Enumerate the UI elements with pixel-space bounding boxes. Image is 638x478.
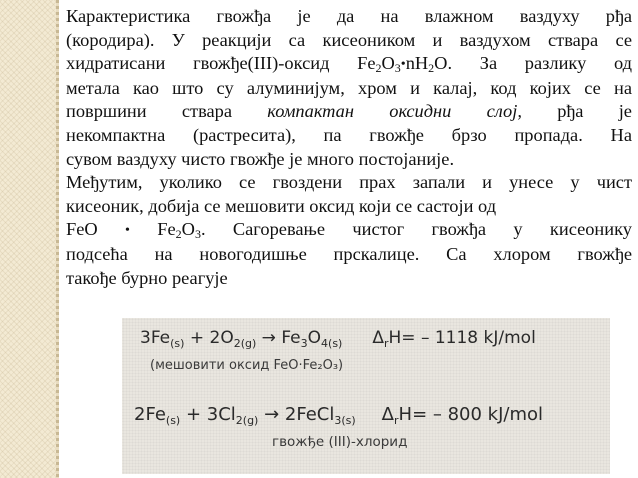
text-line: такође бурно реагује <box>66 267 228 288</box>
body-text <box>66 5 632 290</box>
text-line <box>66 52 632 77</box>
text-line: кисеоник, добија се мешовити оксид који се састоји од <box>66 195 497 216</box>
eq-subscript: r <box>394 414 399 427</box>
eq-arrow: → 2FeCl <box>258 404 335 425</box>
enthalpy-value: H= – 1118 kJ/mol <box>388 328 536 348</box>
eq-fragment: O <box>307 328 322 348</box>
eq-subscript: 2(g) <box>235 414 259 427</box>
equation-note-mixed-oxide: (мешовити оксид FeO·Fe₂O₃) <box>150 358 344 373</box>
text-line: метала као што су алуминијум, хром и калај, код којих се на <box>66 77 632 98</box>
eq-subscript: 3(s) <box>334 414 356 427</box>
eq-fragment: + 3Cl <box>180 404 236 425</box>
subscript: 2 <box>375 61 382 76</box>
subscript: 3 <box>194 227 201 242</box>
eq-fragment: 2Fe <box>134 404 166 425</box>
equation-iron-oxygen <box>140 328 536 348</box>
sidebar-divider <box>56 0 59 478</box>
eq-subscript: r <box>383 337 389 350</box>
decorative-sidebar <box>0 0 56 478</box>
subscript: 2 <box>428 61 435 76</box>
text-line: некомпактна (растресита), па гвожђе брзо пропада. На <box>66 124 632 145</box>
eq-subscript: 4(s) <box>321 337 343 350</box>
text-line <box>66 100 632 124</box>
text-fragment: nH <box>405 53 429 74</box>
text-fragment: . Сагоревање чистог гвожђа у кисеонику <box>200 219 632 240</box>
text-fragment: рђа је <box>557 101 632 122</box>
text-line: (кородира). У реакцији са кисеоником и ваздухом ствара се <box>66 29 632 50</box>
enthalpy-symbol: Δ <box>381 404 394 425</box>
eq-subscript: 2(g) <box>233 337 257 350</box>
text-fragment: површини ствара <box>66 101 233 122</box>
eq-arrow: → Fe <box>256 328 301 348</box>
eq-subscript: (s) <box>165 414 181 427</box>
text-line <box>66 218 632 243</box>
text-line: подсећа на новогодишње прскалице. Са хлором гвожђе <box>66 243 632 264</box>
text-fragment: FeO <box>66 219 98 240</box>
text-line: Међутим, уколико се гвоздени прах запали и унесе у чист <box>66 172 632 193</box>
text-line: сувом ваздуху чисто гвожђе је много постојаније. <box>66 148 455 169</box>
equations-image <box>122 318 610 474</box>
text-fragment: O. За разлику од <box>434 53 632 74</box>
eq-fragment: 3Fe <box>140 328 171 348</box>
text-fragment: O <box>381 53 395 74</box>
enthalpy-symbol: Δ <box>372 328 384 348</box>
equation-iron-chlorine <box>134 404 543 425</box>
eq-subscript: (s) <box>170 337 185 350</box>
eq-fragment: + 2O <box>184 328 234 348</box>
enthalpy-value: H= – 800 kJ/mol <box>398 404 544 425</box>
subscript: 2 <box>175 227 182 242</box>
hydrate-dot: • <box>400 57 406 73</box>
subscript: 3 <box>394 61 401 76</box>
text-fragment: O <box>181 219 195 240</box>
emphasis-text: компактан оксидни слој, <box>267 101 522 122</box>
bullet-dot: • <box>125 223 130 239</box>
text-fragment: Fe <box>157 219 176 240</box>
text-fragment: хидратисани гвожђе(III)-оксид Fe <box>66 53 376 74</box>
equation-note-chloride: гвожђе (III)-хлорид <box>272 434 408 450</box>
text-line: Карактеристика гвожђа је да на влажном ваздуху рђа <box>66 6 632 26</box>
eq-subscript: 3 <box>300 337 308 350</box>
